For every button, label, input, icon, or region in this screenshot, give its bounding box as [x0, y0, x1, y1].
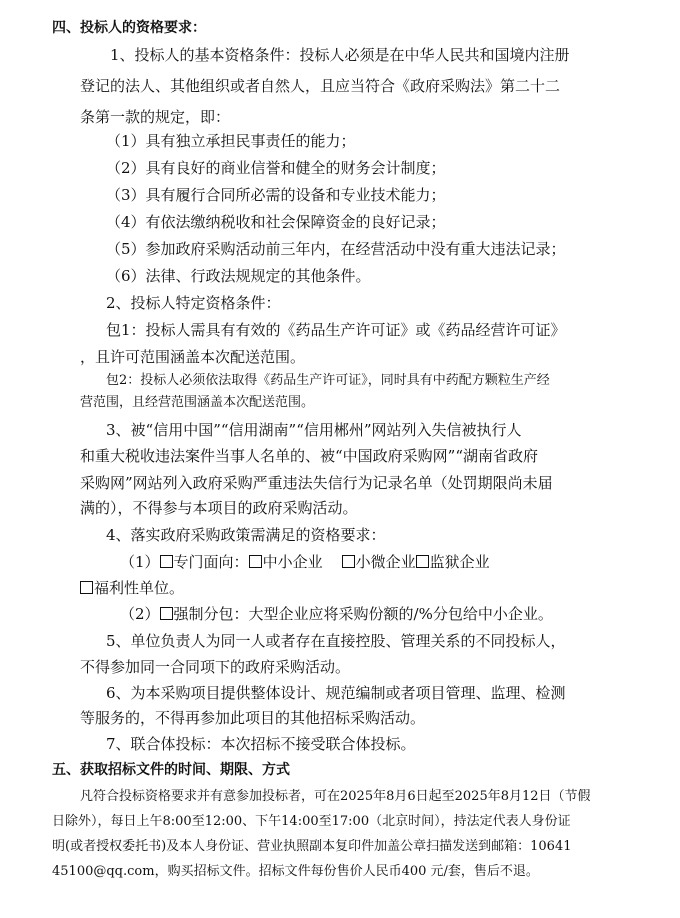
procurement-info-line-4: 45100@qq.com，购买招标文件。招标文件每份售价人民币400 元/套，售后不退。 — [52, 864, 539, 879]
option-dedicated-label: 专门面向： — [173, 553, 249, 571]
same-principal-line-1: 5、单位负责人为同一人或者存在直接控股、管理关系的不同投标人， — [106, 632, 566, 650]
condition-3: （3）具有履行合同所必需的设备和专业技术能力； — [106, 186, 446, 204]
design-service-line-1: 6、为本采购项目提供整体设计、规范编制或者项目管理、监理、检测 — [106, 684, 566, 702]
basic-qualification-line-2: 登记的法人、其他组织或者自然人，且应当符合《政府采购法》第二十二 — [80, 77, 561, 95]
checkbox-dedicated[interactable] — [160, 555, 173, 568]
checkbox-subcontract[interactable] — [160, 607, 173, 620]
special-qualification-heading: 2、投标人特定资格条件： — [106, 294, 281, 312]
option-sme-label: 中小企业 — [262, 553, 323, 571]
policy-option-row-1 — [120, 552, 490, 572]
checkbox-micro[interactable] — [342, 555, 355, 568]
condition-1: （1）具有独立承担民事责任的能力； — [106, 132, 356, 150]
same-principal-line-2: 不得参加同一合同项下的政府采购活动。 — [80, 658, 351, 676]
policy-option-row-2 — [80, 578, 184, 598]
policy-requirements-heading: 4、落实政府采购政策需满足的资格要求： — [106, 526, 386, 544]
subcontract-label: 强制分包：大型企业应将采购份额的/%分包给中小企业。 — [173, 605, 553, 623]
basic-qualification-line-3: 条第一款的规定，即： — [80, 108, 231, 126]
procurement-info-line-2: 日除外），每日上午8:00至12:00、下午14:00至17:00（北京时间），持法定代表人身份证 — [52, 814, 571, 829]
condition-5: （5）参加政府采购活动前三年内，在经营活动中没有重大违法记录； — [106, 240, 566, 258]
package-2-line-2: 营范围，且经营范围涵盖本次配送范围。 — [80, 395, 315, 410]
policy-1-prefix: （1） — [120, 553, 160, 571]
credit-blacklist-line-3: 采购网”网站列入政府采购严重违法失信行为记录名单（处罚期限尚未届 — [80, 474, 553, 492]
policy-subcontract-row — [120, 604, 553, 624]
policy-2-prefix: （2） — [120, 605, 160, 623]
package-2-line-1: 包2：投标人必须依法取得《药品生产许可证》，同时具有中药配方颗粒生产经 — [106, 373, 550, 388]
option-prison-label: 监狱企业 — [429, 553, 490, 571]
section-5-heading: 五、获取招标文件的时间、期限、方式 — [52, 762, 290, 778]
condition-2: （2）具有良好的商业信誉和健全的财务会计制度； — [106, 159, 446, 177]
package-1-line-1: 包1：投标人需具有有效的《药品生产许可证》或《药品经营许可证》 — [106, 321, 566, 339]
option-micro-label: 小微企业 — [355, 553, 416, 571]
checkbox-sme[interactable] — [249, 555, 262, 568]
condition-4: （4）有依法缴纳税收和社会保障资金的良好记录； — [106, 213, 446, 231]
section-4-heading: 四、投标人的资格要求： — [52, 20, 206, 36]
package-1-line-2: ，且许可范围涵盖本次配送范围。 — [80, 348, 306, 366]
basic-qualification-line-1: 1、投标人的基本资格条件：投标人必须是在中华人民共和国境内注册 — [110, 46, 570, 64]
checkbox-welfare[interactable] — [80, 581, 93, 594]
consortium-line: 7、联合体投标：本次招标不接受联合体投标。 — [106, 735, 416, 753]
credit-blacklist-line-4: 满的），不得参与本项目的政府采购活动。 — [80, 499, 358, 517]
credit-blacklist-line-1: 3、被“信用中国”“信用湖南”“信用郴州”网站列入失信被执行人 — [106, 421, 522, 439]
option-welfare-label: 福利性单位。 — [94, 579, 185, 597]
checkbox-prison[interactable] — [416, 555, 429, 568]
credit-blacklist-line-2: 和重大税收违法案件当事人名单的、被“中国政府采购网”“湖南省政府 — [80, 447, 539, 465]
procurement-info-line-3: 明(或者授权委托书)及本人身份证、营业执照副本复印件加盖公章扫描发送到邮箱：10641 — [52, 839, 572, 854]
procurement-info-line-1: 凡符合投标资格要求并有意参加投标者，可在2025年8月6日起至2025年8月12日（节假 — [80, 789, 591, 804]
design-service-line-2: 等服务的，不得再参加此项目的其他招标采购活动。 — [80, 709, 426, 727]
condition-6: （6）法律、行政法规规定的其他条件。 — [106, 267, 371, 285]
